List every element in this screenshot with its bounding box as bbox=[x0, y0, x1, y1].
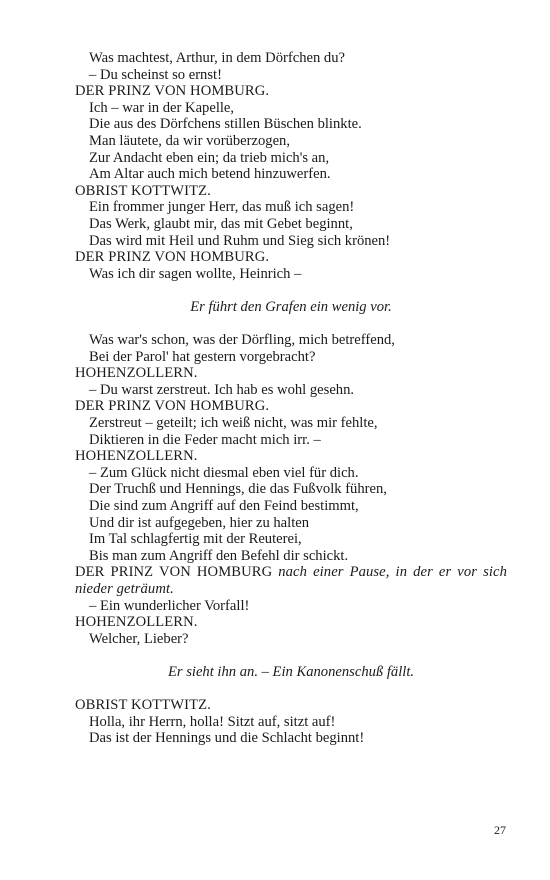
speaker-name: DER PRINZ VON HOMBURG bbox=[75, 564, 273, 581]
verse-line: – Zum Glück nicht diesmal eben viel für dich. bbox=[89, 464, 359, 481]
verse-line: Am Altar auch mich betend hinzuwerfen. bbox=[89, 166, 331, 183]
verse-line: Im Tal schlagfertig mit der Reuterei, bbox=[89, 531, 302, 548]
verse-line: Zerstreut – geteilt; ich weiß nicht, was mir fehlte, bbox=[89, 415, 378, 432]
speaker-name: HOHENZOLLERN. bbox=[75, 365, 198, 382]
speaker-name: HOHENZOLLERN. bbox=[75, 614, 198, 631]
verse-line: Das ist der Hennings und die Schlacht beginnt! bbox=[89, 730, 365, 747]
verse-line: Ein frommer junger Herr, das muß ich sagen! bbox=[89, 199, 355, 216]
speaker-name: HOHENZOLLERN. bbox=[75, 448, 198, 465]
inline-stage-direction: nach einer Pause, in der er vor sich nieder geträumt. bbox=[75, 564, 508, 597]
verse-line: Die aus des Dörfchens stillen Büschen blinkte. bbox=[89, 116, 362, 133]
verse-line: Ich – war in der Kapelle, bbox=[89, 99, 235, 116]
verse-line: – Du warst zerstreut. Ich hab es wohl gesehn. bbox=[89, 381, 355, 398]
verse-line: Zur Andacht eben ein; da trieb mich's an, bbox=[89, 149, 330, 166]
speaker-name: OBRIST KOTTWITZ. bbox=[75, 697, 211, 714]
speaker-name: OBRIST KOTTWITZ. bbox=[75, 182, 211, 199]
play-text bbox=[75, 50, 507, 747]
verse-line: Das Werk, glaubt mir, das mit Gebet beginnt, bbox=[89, 215, 353, 232]
verse-line: Diktieren in die Feder macht mich irr. – bbox=[89, 431, 321, 448]
verse-line: – Ein wunderlicher Vorfall! bbox=[89, 597, 250, 614]
stage-direction: Er sieht ihn an. – Ein Kanonenschuß fällt. bbox=[167, 663, 415, 680]
verse-line: Was machtest, Arthur, in dem Dörfchen du? bbox=[89, 50, 345, 66]
speaker-name: DER PRINZ VON HOMBURG. bbox=[75, 398, 270, 415]
verse-line: Das wird mit Heil und Ruhm und Sieg sich krönen! bbox=[89, 232, 391, 249]
verse-line: Bei der Parol' hat gestern vorgebracht? bbox=[89, 348, 316, 365]
verse-line: Der Truchß und Hennings, die das Fußvolk führen, bbox=[89, 481, 387, 498]
verse-line: Was war's schon, was der Dörfling, mich betreffend, bbox=[89, 332, 395, 349]
verse-line: Die sind zum Angriff auf den Feind bestimmt, bbox=[89, 498, 359, 515]
speaker-with-direction bbox=[75, 564, 507, 597]
verse-line: – Du scheinst so ernst! bbox=[89, 66, 222, 83]
verse-line: Man läutete, da wir vorüberzogen, bbox=[89, 132, 290, 149]
verse-line: Welcher, Lieber? bbox=[89, 630, 189, 647]
stage-direction: Er führt den Grafen ein wenig vor. bbox=[190, 298, 392, 315]
verse-line: Und dir ist aufgegeben, hier zu halten bbox=[89, 514, 310, 531]
page-number: 27 bbox=[494, 823, 506, 837]
speaker-name: DER PRINZ VON HOMBURG. bbox=[75, 249, 270, 266]
verse-line: Holla, ihr Herrn, holla! Sitzt auf, sitzt auf! bbox=[89, 713, 336, 730]
verse-line: Bis man zum Angriff den Befehl dir schickt. bbox=[89, 547, 349, 564]
verse-line: Was ich dir sagen wollte, Heinrich – bbox=[89, 265, 302, 282]
speaker-name: DER PRINZ VON HOMBURG. bbox=[75, 83, 270, 100]
